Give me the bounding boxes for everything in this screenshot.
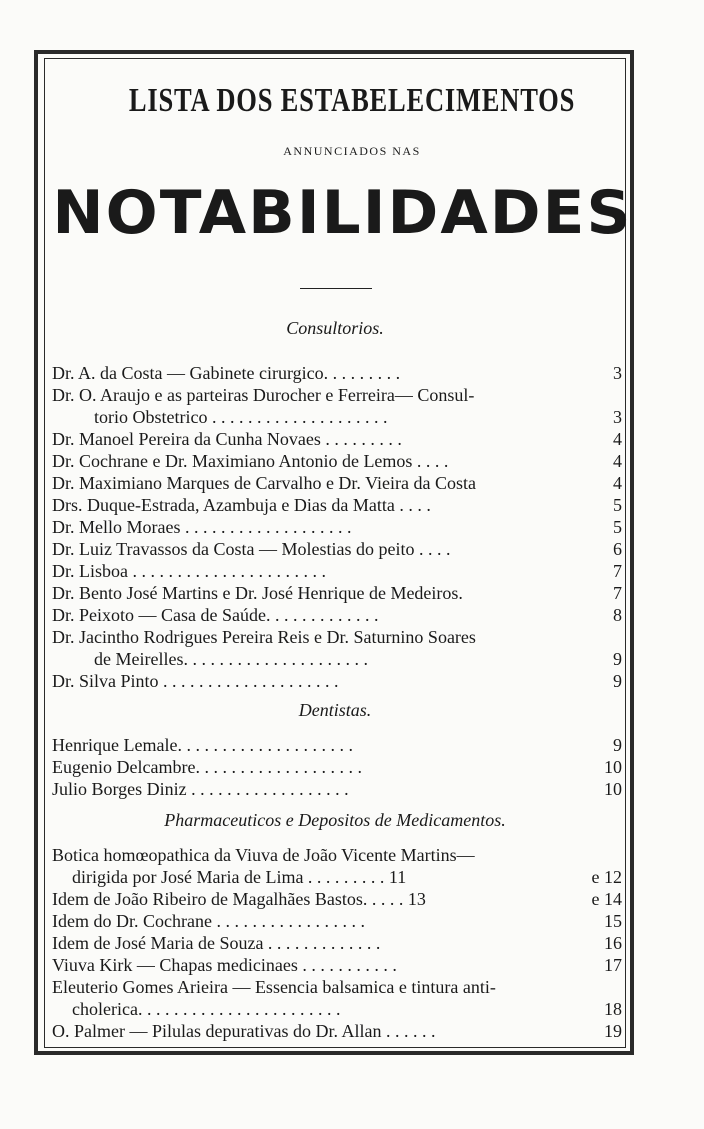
list-item: cholerica. . . . . . . . . . . . . . . . . . . . . . . 18 — [72, 999, 622, 1019]
list-item: Dr. A. da Costa — Gabinete cirurgico. . . . . . . . . 3 — [52, 363, 622, 383]
list-item: Dr. Jacintho Rodrigues Pereira Reis e Dr. Saturnino Soares — [52, 627, 476, 647]
list-item: Eugenio Delcambre. . . . . . . . . . . . . . . . . . . 10 — [52, 757, 622, 777]
list-item: Eleuterio Gomes Arieira — Essencia balsamica e tintura anti- — [52, 977, 496, 997]
list-item: Dr. Mello Moraes . . . . . . . . . . . . . . . . . . . 5 — [52, 517, 622, 537]
list-item: Henrique Lemale. . . . . . . . . . . . . . . . . . . . 9 — [52, 735, 622, 755]
list-item: O. Palmer — Pilulas depurativas do Dr. Allan . . . . . . 19 — [52, 1021, 622, 1041]
list-item: Idem de João Ribeiro de Magalhães Bastos. . . . . 13 e 14 — [52, 889, 622, 909]
list-item: dirigida por José Maria de Lima . . . . . . . . . 11 e 12 — [72, 867, 622, 887]
heading-consultorios: Consultorios. — [286, 318, 384, 338]
list-item: torio Obstetrico . . . . . . . . . . . . . . . . . . . . 3 — [94, 407, 622, 427]
heading-pharmaceuticos: Pharmaceuticos e Depositos de Medicamentos. — [164, 810, 506, 830]
list-item: Dr. Peixoto — Casa de Saúde. . . . . . . . . . . . . 8 — [52, 605, 622, 625]
list-item: Dr. Luiz Travassos da Costa — Molestias do peito . . . . 6 — [52, 539, 622, 559]
list-item: Idem de José Maria de Souza . . . . . . . . . . . . . 16 — [52, 933, 622, 953]
list-item: Dr. Maximiano Marques de Carvalho e Dr. Vieira da Costa 4 — [52, 473, 622, 493]
list-item: Dr. Bento José Martins e Dr. José Henrique de Medeiros. 7 — [52, 583, 622, 603]
heading-dentistas: Dentistas. — [298, 700, 372, 720]
list-item: Botica homœopathica da Viuva de João Vicente Martins— — [52, 845, 475, 865]
list-item: Viuva Kirk — Chapas medicinaes . . . . . . . . . . . 17 — [52, 955, 622, 975]
publication-title: NOTABILIDADES — [52, 178, 633, 248]
list-item: Drs. Duque-Estrada, Azambuja e Dias da Matta . . . . 5 — [52, 495, 622, 515]
divider — [300, 288, 372, 289]
page-title: LISTA DOS ESTABELECIMENTOS — [128, 82, 576, 119]
list-item: Dr. Manoel Pereira da Cunha Novaes . . . . . . . . . 4 — [52, 429, 622, 449]
list-item: Dr. O. Araujo e as parteiras Durocher e Ferreira— Consul- — [52, 385, 475, 405]
list-item: Julio Borges Diniz . . . . . . . . . . . . . . . . . . 10 — [52, 779, 622, 799]
list-item: Dr. Cochrane e Dr. Maximiano Antonio de Lemos . . . . 4 — [52, 451, 622, 471]
list-item: Idem do Dr. Cochrane . . . . . . . . . . . . . . . . . 15 — [52, 911, 622, 931]
list-item: Dr. Lisboa . . . . . . . . . . . . . . . . . . . . . . 7 — [52, 561, 622, 581]
list-item: Dr. Silva Pinto . . . . . . . . . . . . . . . . . . . . 9 — [52, 671, 622, 691]
subtitle: ANNUNCIADOS NAS — [283, 144, 421, 158]
list-item: de Meirelles. . . . . . . . . . . . . . . . . . . . . 9 — [94, 649, 622, 669]
